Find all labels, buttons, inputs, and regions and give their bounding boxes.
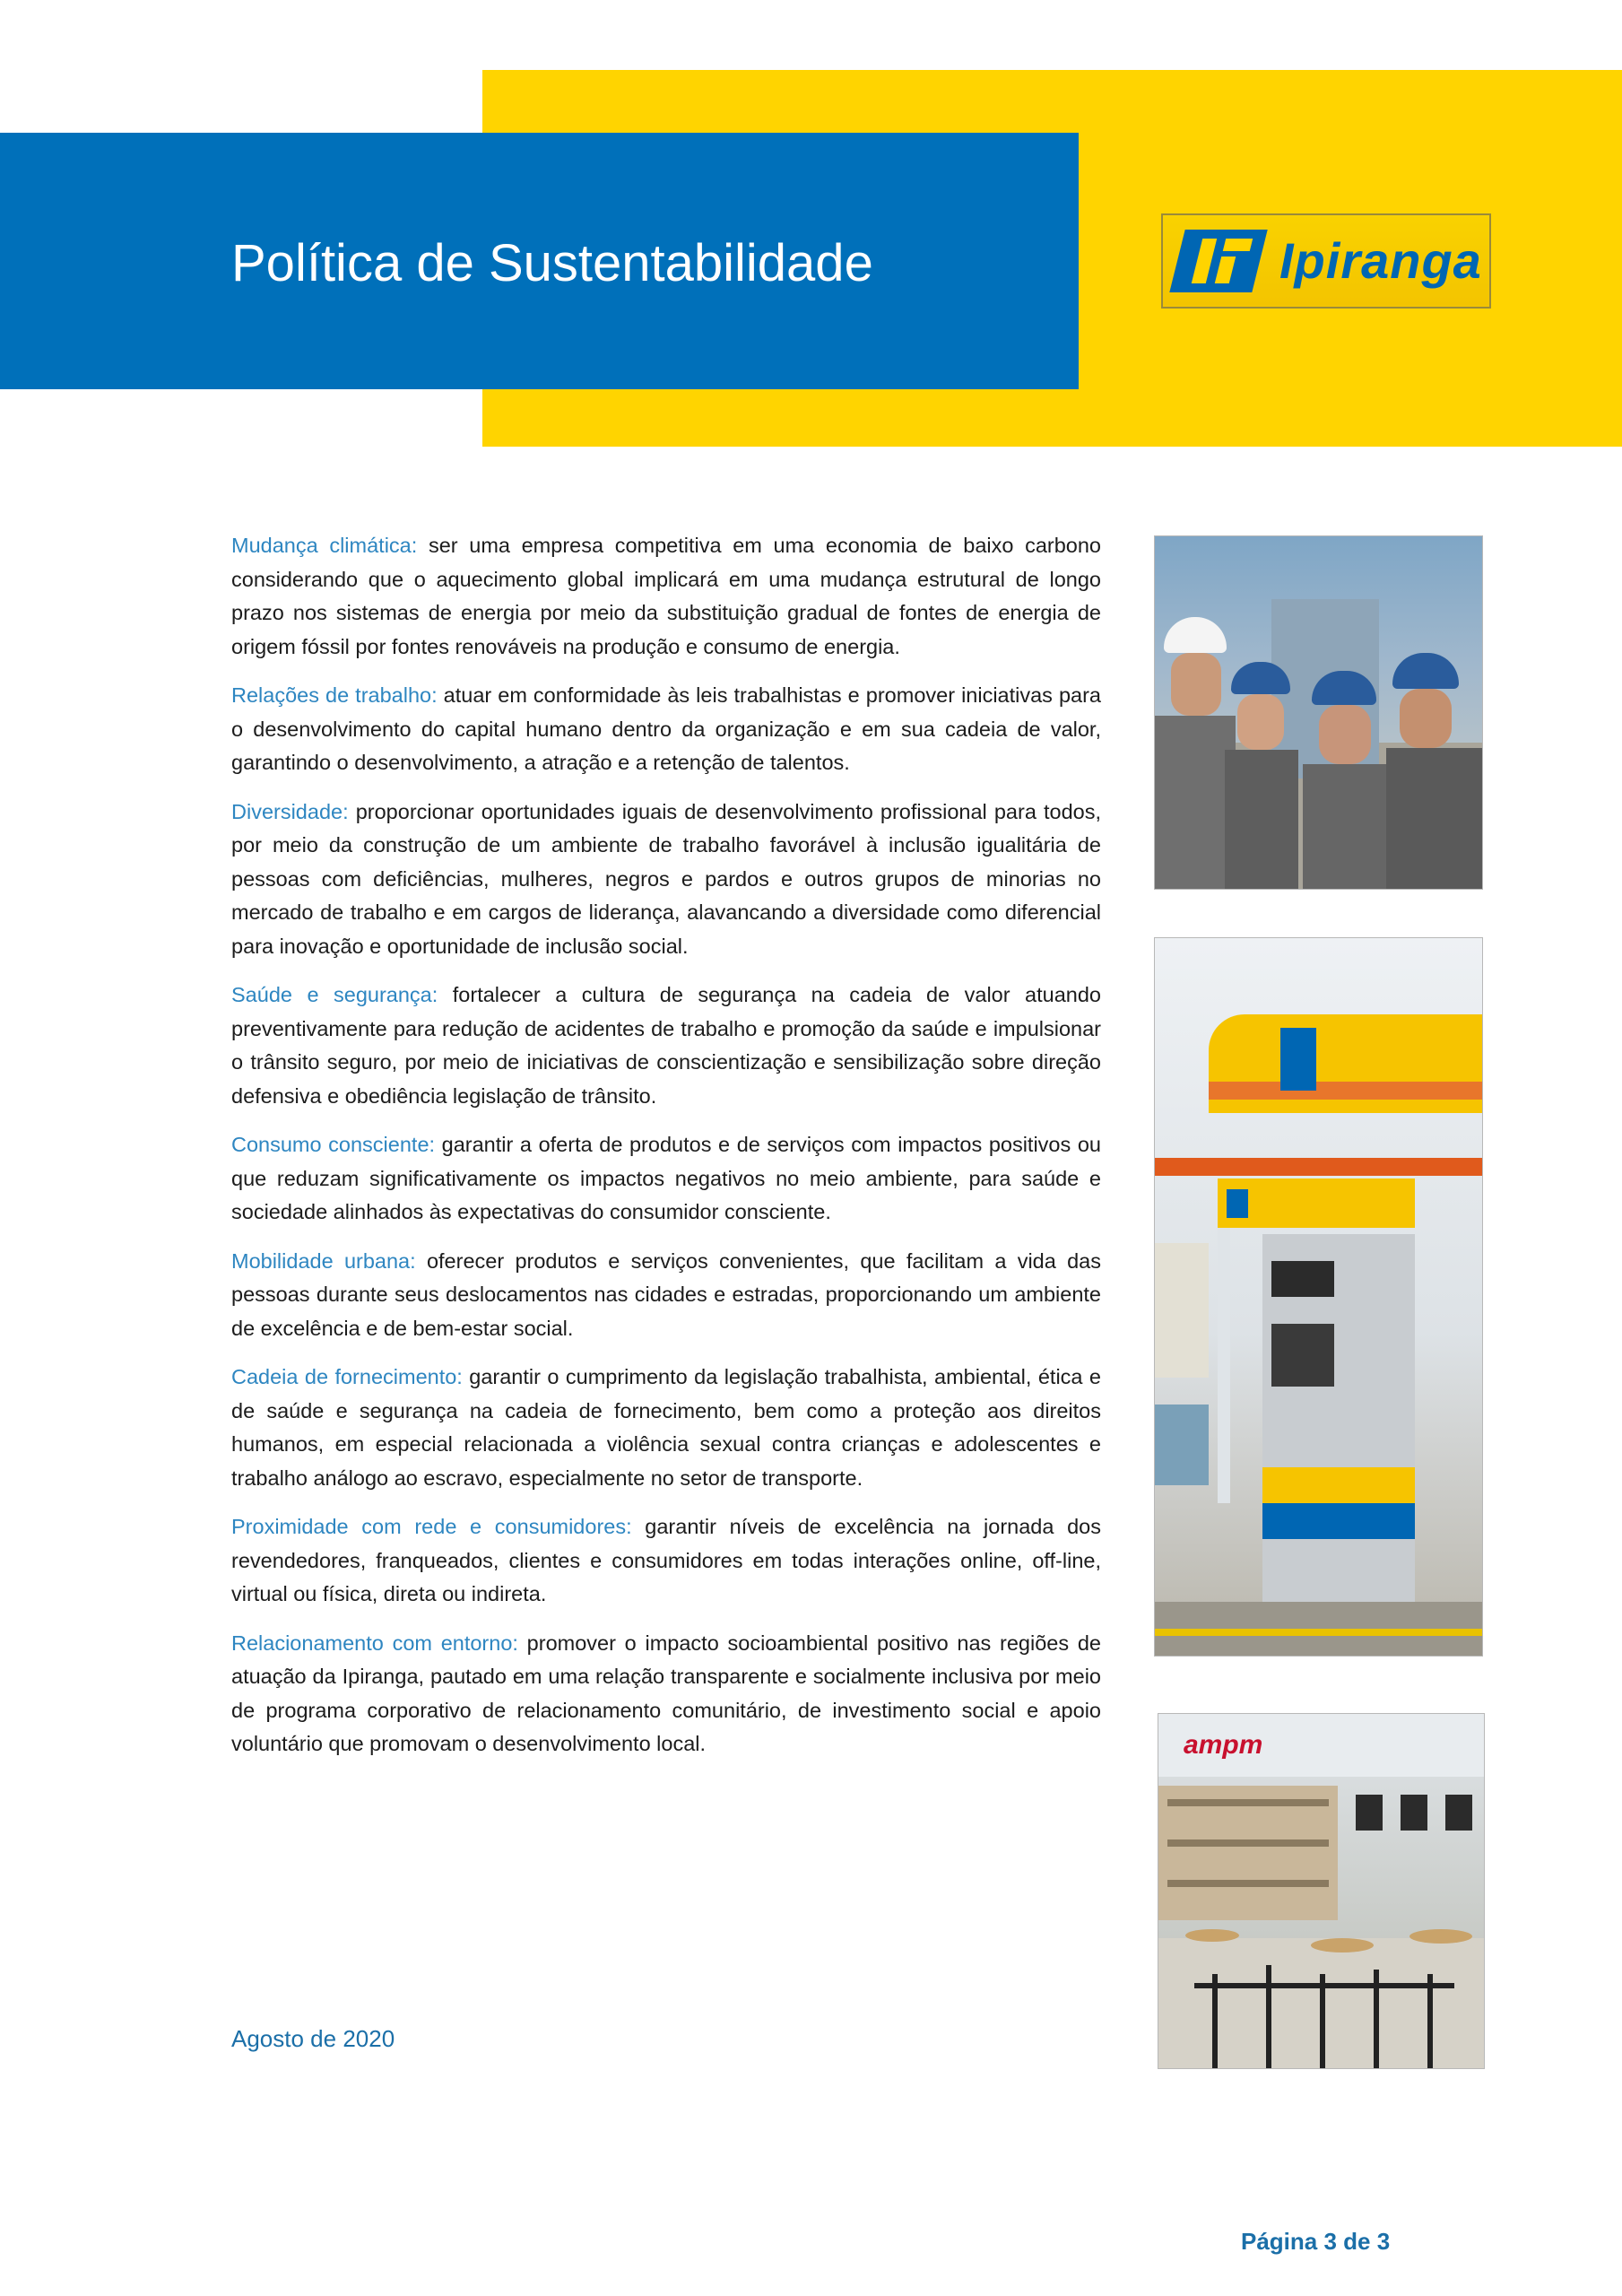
section-text: garantir níveis de excelência na jornada dos revendedores, franqueados, clientes e consumidores em todas interações online, off-line, virtual ou física, direta ou indireta. <box>231 1515 1101 1605</box>
ipiranga-logo <box>1161 213 1491 309</box>
section-relacionamento-entorno <box>231 1627 1101 1761</box>
ipiranga-logo-mark-icon <box>1169 230 1267 292</box>
section-text: promover o impacto socioambiental positivo nas regiões de atuação da Ipiranga, pautado em uma relação transparente e socialmente inclusiva por meio de programa corporativo de relacionamento comunitário, de investimento social e apoio voluntário que promovam o desenvolvimento local. <box>231 1631 1101 1755</box>
section-text: atuar em conformidade às leis trabalhistas e promover iniciativas para o desenvolvimento do capital humano dentro da organização e em sua cadeia de valor, garantindo o desenvolvimento, a atração e a retenção de talentos. <box>231 683 1101 774</box>
section-mudanca-climatica <box>231 529 1101 664</box>
section-term: Consumo consciente: <box>231 1133 436 1156</box>
section-text: fortalecer a cultura de segurança na cadeia de valor atuando preventivamente para redução de acidentes de trabalho e promoção da saúde e impulsionar o trânsito seguro, por meio de iniciativas de conscientização e sensibilização sobre direção defensiva e obediência legislação de trânsito. <box>231 983 1101 1108</box>
section-text: proporcionar oportunidades iguais de desenvolvimento profissional para todos, por meio da construção de um ambiente de trabalho favorável à inclusão igualitária de pessoas com deficiências, mulheres, negros e pardos e outros grupos de minorias no mercado de trabalho e em cargos de liderança, alavancando a diversidade como diferencial para inovação e oportunidade de inclusão social. <box>231 799 1101 958</box>
fuel-station-photo <box>1154 937 1483 1657</box>
section-saude-seguranca <box>231 978 1101 1113</box>
section-term: Mudança climática: <box>231 534 418 557</box>
section-term: Relações de trabalho: <box>231 683 438 707</box>
section-term: Mobilidade urbana: <box>231 1248 416 1273</box>
logo-wordmark: Ipiranga <box>1279 232 1482 289</box>
section-mobilidade-urbana <box>231 1245 1101 1346</box>
policy-content <box>231 529 1101 1777</box>
section-text: garantir o cumprimento da legislação trabalhista, ambiental, ética e de saúde e segurança na cadeia de fornecimento, bem como a proteção aos direitos humanos, em especial relacionada a violência sexual contra crianças e adolescentes e trabalho análogo ao escravo, especialmente no setor de transporte. <box>231 1365 1101 1490</box>
store-interior-photo <box>1158 1713 1485 2069</box>
section-cadeia-fornecimento <box>231 1361 1101 1495</box>
page-number: Página 3 de 3 <box>1241 2228 1391 2255</box>
section-term: Diversidade: <box>231 799 349 823</box>
section-proximidade-rede <box>231 1510 1101 1612</box>
section-text: ser uma empresa competitiva em uma economia de baixo carbono considerando que o aquecimento global implicará em uma mudança estrutural de longo prazo nos sistemas de energia por meio da substituição gradual de fontes de energia de origem fóssil por fontes renováveis na produção e consumo de energia. <box>231 534 1102 658</box>
section-text: oferecer produtos e serviços convenientes, que facilitam a vida das pessoas durante seus deslocamentos nas cidades e estradas, proporcionando um ambiente de excelência e de bem-estar social. <box>231 1248 1101 1340</box>
footer-date: Agosto de 2020 <box>231 2025 395 2052</box>
section-consumo-consciente <box>231 1128 1101 1230</box>
section-text: garantir a oferta de produtos e de serviços com impactos positivos ou que reduzam significativamente os impactos negativos no meio ambiente, para saúde e sociedade alinhados às expectativas do consumidor consciente. <box>231 1133 1101 1223</box>
section-term: Cadeia de fornecimento: <box>231 1365 463 1388</box>
page-title: Política de Sustentabilidade <box>231 234 873 292</box>
workers-photo <box>1154 535 1483 890</box>
section-term: Saúde e segurança: <box>231 983 438 1006</box>
section-relacoes-trabalho <box>231 679 1101 780</box>
section-term: Proximidade com rede e consumidores: <box>231 1515 632 1538</box>
section-diversidade <box>231 796 1101 964</box>
store-sign-text: ampm <box>1184 1730 1263 1760</box>
section-term: Relacionamento com entorno: <box>231 1631 518 1655</box>
